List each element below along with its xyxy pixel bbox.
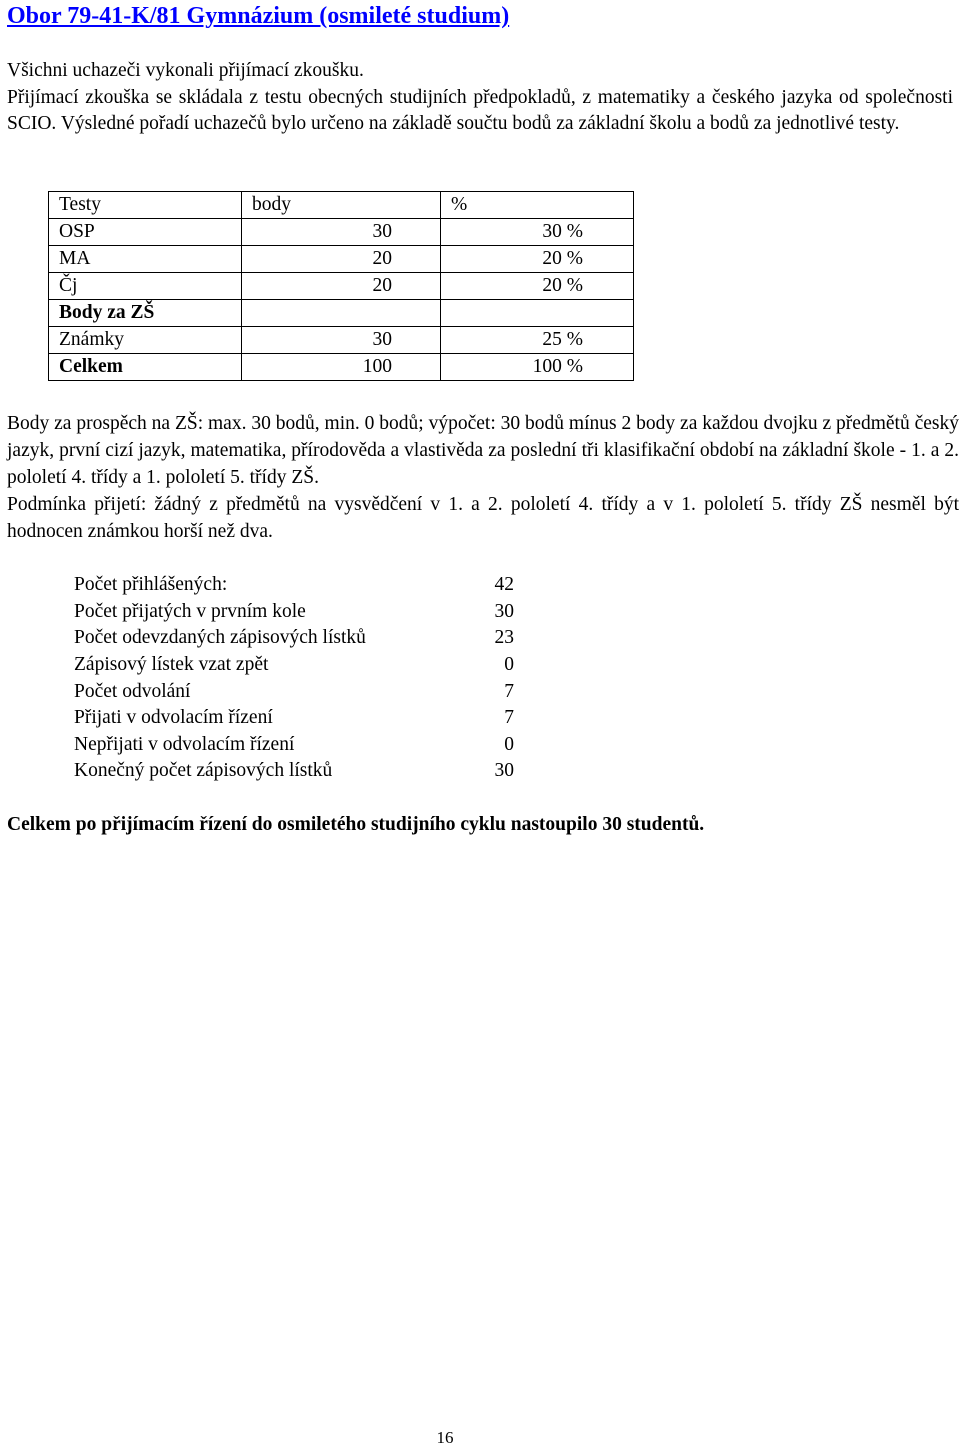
stat-label: Přijati v odvolacím řízení [74, 707, 273, 729]
stat-label: Počet odvolání [74, 680, 191, 702]
header-percent: % [441, 192, 634, 219]
table-row [49, 246, 634, 273]
page-number: 16 [436, 1428, 454, 1447]
stat-value: 30 [494, 760, 514, 782]
stat-value: 7 [504, 680, 514, 702]
row-label: MA [49, 246, 242, 273]
table-row [49, 327, 634, 354]
row-percent: 20 % [441, 246, 634, 273]
row-percent [441, 300, 634, 327]
row-percent: 20 % [441, 273, 634, 300]
header-body: body [242, 192, 441, 219]
list-item [74, 625, 514, 652]
row-body [242, 300, 441, 327]
stats-table [74, 572, 514, 785]
stat-value: 7 [504, 707, 514, 729]
grades-note: Body za prospěch na ZŠ: max. 30 bodů, min. 0 bodů; výpočet: 30 bodů mínus 2 body za každou dvojku z předmětů český jazyk, první cizí jazyk, matematika, přírodověda a vlastivěda za poslední tři klasifikační období na základní škole - 1. a 2. pololetí 4. třídy a 1. pololetí 5. třídy ZŠ. [7, 413, 959, 488]
row-percent: 100 % [441, 354, 634, 381]
list-item [74, 758, 514, 785]
admission-condition: Podmínka přijetí: žádný z předmětů na vysvědčení v 1. a 2. pololetí 4. třídy a v 1. pololetí 5. třídy ZŠ nesměl být hodnocen známkou horší než dva. [7, 494, 959, 542]
stat-value: 30 [494, 600, 514, 622]
stat-label: Počet odevzdaných zápisových lístků [74, 627, 366, 649]
stat-label: Nepřijati v odvolacím řízení [74, 733, 295, 755]
row-label: Celkem [49, 354, 242, 381]
row-body: 100 [242, 354, 441, 381]
header-testy: Testy [49, 192, 242, 219]
intro-text [7, 58, 953, 138]
row-percent: 30 % [441, 219, 634, 246]
row-label: Body za ZŠ [49, 300, 242, 327]
list-item [74, 599, 514, 626]
list-item [74, 652, 514, 679]
scores-header-row [49, 192, 634, 219]
intro-line: Všichni uchazeči vykonali přijímací zkoušku. [7, 60, 364, 81]
row-body: 30 [242, 327, 441, 354]
notes-text [7, 410, 959, 545]
table-row [49, 219, 634, 246]
stat-label: Počet přihlášených: [74, 574, 228, 596]
row-label: Čj [49, 273, 242, 300]
intro-paragraph: Přijímací zkouška se skládala z testu obecných studijních předpokladů, z matematiky a českého jazyka od společnosti SCIO. Výsledné pořadí uchazečů bylo určeno na základě součtu bodů za základní školu a bodů za jednotlivé testy. [7, 86, 953, 134]
table-row [49, 300, 634, 327]
stat-value: 0 [504, 733, 514, 755]
list-item [74, 705, 514, 732]
stat-label: Zápisový lístek vzat zpět [74, 654, 269, 676]
list-item [74, 732, 514, 759]
row-body: 30 [242, 219, 441, 246]
row-body: 20 [242, 273, 441, 300]
stat-value: 42 [494, 574, 514, 596]
list-item [74, 678, 514, 705]
stat-label: Počet přijatých v prvním kole [74, 600, 306, 622]
section-heading: Obor 79-41-K/81 Gymnázium (osmileté studium) [7, 3, 510, 29]
stat-value: 23 [494, 627, 514, 649]
row-label: OSP [49, 219, 242, 246]
list-item [74, 572, 514, 599]
row-body: 20 [242, 246, 441, 273]
table-row [49, 354, 634, 381]
row-percent: 25 % [441, 327, 634, 354]
summary-statement: Celkem po přijímacím řízení do osmiletého studijního cyklu nastoupilo 30 studentů. [7, 814, 705, 835]
stat-label: Konečný počet zápisových lístků [74, 760, 333, 782]
row-label: Známky [49, 327, 242, 354]
table-row [49, 273, 634, 300]
scores-table [48, 191, 634, 381]
stat-value: 0 [504, 654, 514, 676]
